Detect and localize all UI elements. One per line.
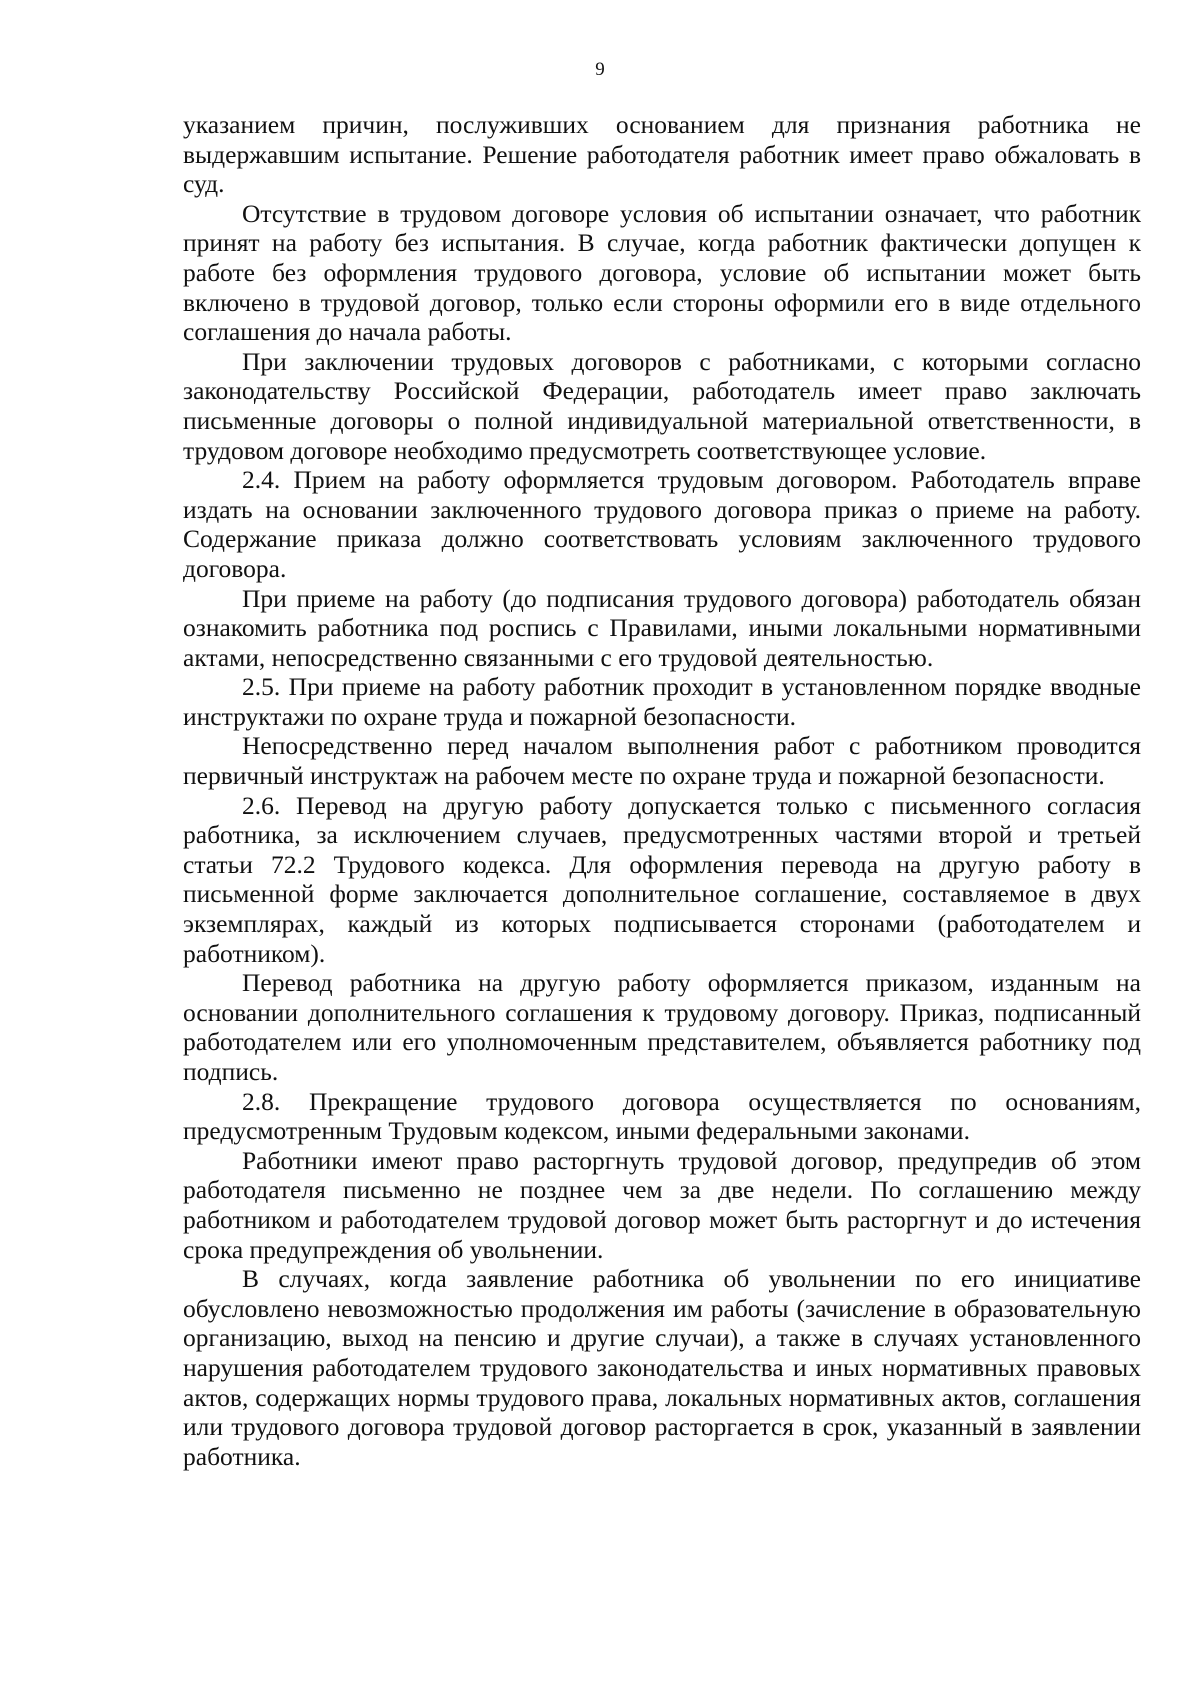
paragraph-primary-briefing: Непосредственно перед началом выполнения работ с работником проводится первичный инструктаж на рабочем месте по охране труда и пожарной безопасности. [183, 731, 1141, 791]
document-body [183, 110, 1141, 1471]
paragraph-continuation: указанием причин, послуживших основанием для признания работника не выдержавшим испытание. Решение работодателя работник имеет право обжаловать в суд. [183, 110, 1141, 199]
paragraph-resignation-cases: В случаях, когда заявление работника об увольнении по его инициативе обусловлено невозможностью продолжения им работы (зачисление в образовательную организацию, выход на пенсию и другие случаи), а также в случаях установленного нарушения работодателем трудового законодательства и иных нормативных правовых актов, содержащих нормы трудового права, локальных нормативных актов, соглашения или трудового договора трудовой договор расторгается в срок, указанный в заявлении работника. [183, 1264, 1141, 1471]
paragraph-transfer-order: Перевод работника на другую работу оформляется приказом, изданным на основании дополнительного соглашения к трудовому договору. Приказ, подписанный работодателем или его уполномоченным представителем, объявляется работнику под подпись. [183, 968, 1141, 1086]
paragraph-probation-absence: Отсутствие в трудовом договоре условия об испытании означает, что работник принят на работу без испытания. В случае, когда работник фактически допущен к работе без оформления трудового договора, условие об испытании может быть включено в трудовой договор, только если стороны оформили его в виде отдельного соглашения до начала работы. [183, 198, 1141, 347]
page-number: 9 [595, 59, 605, 80]
paragraph-2-8-termination: 2.8. Прекращение трудового договора осуществляется по основаниям, предусмотренным Трудовым кодексом, иными федеральными законами. [183, 1086, 1141, 1146]
paragraph-2-4-hiring: 2.4. Прием на работу оформляется трудовым договором. Работодатель вправе издать на основании заключенного трудового договора приказ о приеме на работу. Содержание приказа должно соответствовать условиям заключенного трудового договора. [183, 465, 1141, 583]
paragraph-material-liability: При заключении трудовых договоров с работниками, с которыми согласно законодательству Российской Федерации, работодатель имеет право заключать письменные договоры о полной индивидуальной материальной ответственности, в трудовом договоре необходимо предусмотреть соответствующее условие. [183, 346, 1141, 465]
paragraph-employee-resignation: Работники имеют право расторгнуть трудовой договор, предупредив об этом работодателя письменно не позднее чем за две недели. По соглашению между работником и работодателем трудовой договор может быть расторгнут и до истечения срока предупреждения об увольнении. [183, 1145, 1141, 1264]
paragraph-acquaintance: При приеме на работу (до подписания трудового договора) работодатель обязан ознакомить работника под роспись с Правилами, иными локальными нормативными актами, непосредственно связанными с его трудовой деятельностью. [183, 583, 1141, 672]
paragraph-2-6-transfer: 2.6. Перевод на другую работу допускается только с письменного согласия работника, за исключением случаев, предусмотренных частями второй и третьей статьи 72.2 Трудового кодекса. Для оформления перевода на другую работу в письменной форме заключается дополнительное соглашение, составляемое в двух экземплярах, каждый из которых подписывается сторонами (работодателем и работником). [183, 790, 1141, 968]
paragraph-2-5-briefings: 2.5. При приеме на работу работник проходит в установленном порядке вводные инструктажи по охране труда и пожарной безопасности. [183, 672, 1141, 731]
